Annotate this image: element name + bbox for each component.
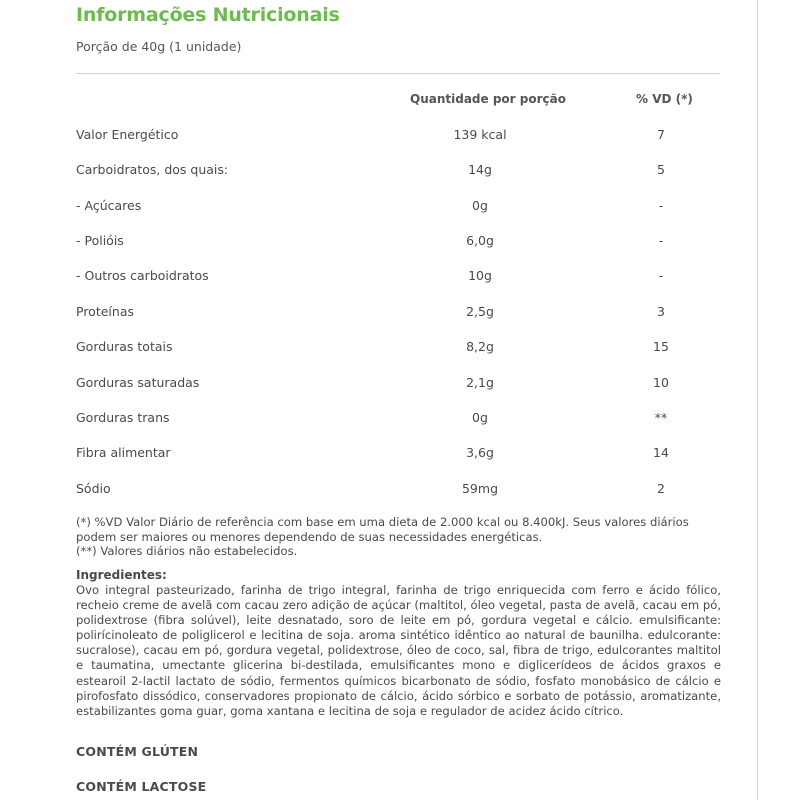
nutrient-name: Gorduras trans [76,410,170,425]
table-row [0,268,757,286]
header-vd: % VD (*) [636,92,693,106]
table-row [0,410,757,428]
portion-size: Porção de 40g (1 unidade) [76,39,242,54]
nutrient-quantity: 6,0g [466,233,494,248]
ingredients-text: Ovo integral pasteurizado, farinha de trigo integral, farinha de trigo enriquecida com ferro e ácido fólico, recheio creme de avelã com cacau zero adição de açúcar (maltitol, óleo vegetal, pasta de avelã, cacau em pó, polidextrose (fibra solúvel), leite desnatado, soro de leite em pó, gordura vegetal e cálcio. emulsificante: polirícinoleato de poliglicerol e lecitina de soja. aroma sintético idêntico ao natural de baunilha. edulcorante: sucralose), cacau em pó, gordura vegetal, polidextrose, óleo de coco, sal, fibra de trigo, edulcorantes maltitol e taumatina, umectante glicerina bi-destilada, emulsificantes mono e diglicerídeos de ácidos graxos e estearoil 2-lactil lactato de sódio, fermentos químicos bicarbonato de sódio, fosfato monobásico de cálcio e pirofosfato dissódico, conservadores propionato de cálcio, ácido sórbico e sorbato de potássio, aromatizante, estabilizantes goma guar, goma xantana e lecitina de soja e regulador de acidez ácido cítrico. [76,583,721,718]
allergen-lactose: CONTÉM LACTOSE [76,779,207,794]
nutrient-quantity: 0g [472,410,488,425]
allergen-gluten: CONTÉM GLÚTEN [76,744,199,759]
table-row [0,233,757,251]
table-row [0,162,757,180]
nutrient-vd: 5 [657,162,665,177]
nutrient-quantity: 139 kcal [453,127,507,142]
nutrient-quantity: 0g [472,198,488,213]
nutrient-quantity: 2,5g [466,304,494,319]
vd-reference-note: (*) %VD Valor Diário de referência com base em uma dieta de 2.000 kcal ou 8.400kJ. Seus valores diários podem ser maiores ou menores dependendo de suas necessidades energéticas. [76,515,689,544]
nutrient-name: Gorduras totais [76,339,173,354]
table-row [0,481,757,499]
table-row [0,304,757,322]
nutrient-vd: 10 [653,375,669,390]
page-title: Informações Nutricionais [76,4,340,26]
nutrient-vd: 2 [657,481,665,496]
nutrient-name: Fibra alimentar [76,445,171,460]
nutrient-vd: 7 [657,127,665,142]
table-row [0,198,757,216]
panel-right-border [757,0,758,800]
nutrient-quantity: 8,2g [466,339,494,354]
nutrient-quantity: 14g [468,162,492,177]
table-row [0,375,757,393]
table-row [0,339,757,357]
nutrient-name: - Açúcares [76,198,142,213]
ingredients-label: Ingredientes: [76,568,167,582]
nutrient-vd: 14 [653,445,669,460]
nutrient-name: Valor Energético [76,127,179,142]
nutrient-name: - Polióis [76,233,124,248]
nutrient-name: - Outros carboidratos [76,268,209,283]
header-quantity: Quantidade por porção [410,92,566,106]
nutrient-quantity: 10g [468,268,492,283]
nutrient-vd: - [658,233,664,248]
divider [76,73,720,74]
nutrient-vd: - [658,268,664,283]
nutrient-quantity: 2,1g [466,375,494,390]
nutrient-vd: 3 [657,304,665,319]
table-row [0,127,757,145]
nutrient-quantity: 59mg [461,481,499,496]
nutrient-name: Gorduras saturadas [76,375,200,390]
nutrient-name: Carboidratos, dos quais: [76,162,229,177]
nutrient-name: Sódio [76,481,111,496]
not-established-note: (**) Valores diários não estabelecidos. [76,544,298,558]
nutrient-name: Proteínas [76,304,134,319]
table-row [0,445,757,463]
nutrient-vd: ** [654,410,668,425]
nutrient-vd: 15 [653,339,669,354]
nutrient-vd: - [658,198,664,213]
nutrient-quantity: 3,6g [466,445,494,460]
